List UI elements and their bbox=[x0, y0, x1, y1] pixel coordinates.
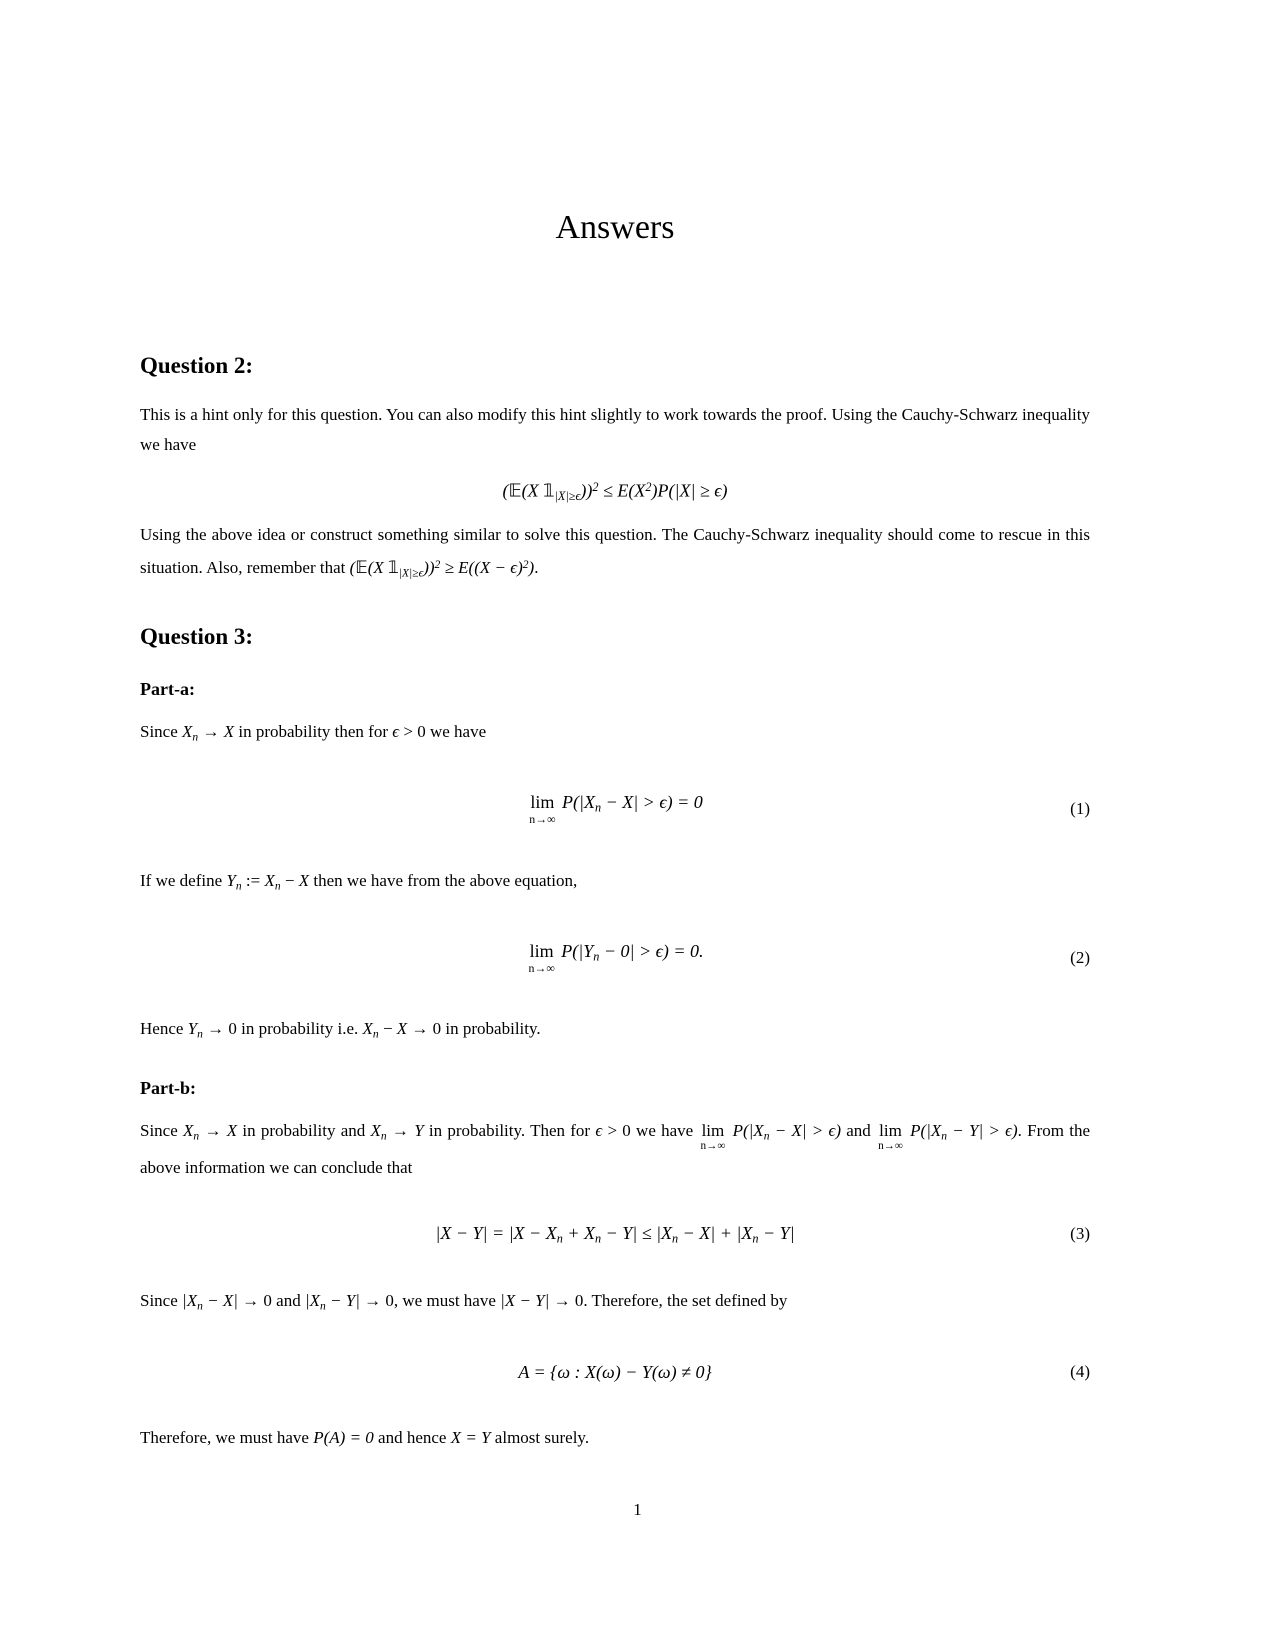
document-title: Answers bbox=[555, 209, 675, 246]
part-b-paragraph-2: Since $|X_n - X| \to 0$ and $|X_n - Y| \to 0$, we must have |X − Y| → 0. Therefore, the set defined by bbox=[140, 1291, 788, 1313]
question-2-paragraph-1: This is a hint only for this question. You can also modify this hint slightly to work towards the proof. Using the Cauchy-Schwarz inequality we have bbox=[140, 405, 1090, 454]
equation-4 bbox=[140, 1362, 1090, 1383]
part-a-paragraph-3: Hence $Y_n \to 0$ in probability i.e. $X_n - X \to 0$ in probability. bbox=[140, 1019, 541, 1041]
section-question-2 bbox=[140, 352, 1090, 589]
part-b-heading: Part-b: bbox=[140, 1077, 196, 1098]
part-a-intro: Since $X_n \to X$ in probability then for ϵ > 0 we have bbox=[140, 721, 487, 744]
question-3-heading: Question 3: bbox=[140, 623, 254, 649]
equation-2-body: lim n→∞ $P(|Y_n - 0| > \epsilon) = 0$. bbox=[528, 941, 704, 975]
page-number: 1 bbox=[633, 1500, 642, 1519]
equation-1-number: (1) bbox=[1070, 798, 1090, 818]
equation-1-body: lim n→∞ $P(|X_n - X| > \epsilon) = 0$ bbox=[529, 792, 703, 827]
equation-4-number: (4) bbox=[1070, 1362, 1090, 1382]
question-2-heading: Question 2: bbox=[140, 353, 254, 378]
equation-cauchy-schwarz-hint: (𝔼(X $𝟙_{|X|\ge\epsilon}))^2 \le E(X^2)P(|X| \ge \epsilon)$ bbox=[502, 480, 728, 504]
equation-2-number: (2) bbox=[1070, 947, 1090, 967]
equation-3-number: (3) bbox=[1070, 1224, 1090, 1244]
equation-3-body: $|X - Y| = |X - X_n + X_n - Y| \le |X_n - X| + |X_n - Y|$ bbox=[435, 1222, 795, 1246]
part-a-paragraph-2: If we define $Y_n$ := $X_n - X$ then we have from the above equation, bbox=[140, 870, 578, 893]
equation-4-body: A = {ω : X(ω) − Y(ω) ≠ 0} bbox=[518, 1361, 712, 1382]
equation-3 bbox=[140, 1223, 1090, 1247]
equation-2 bbox=[140, 941, 1090, 974]
part-a-heading: Part-a: bbox=[140, 678, 195, 699]
part-b-paragraph-3: Therefore, we must have P(A) = 0 and hence X = Y almost surely. bbox=[140, 1427, 590, 1447]
part-b-paragraph-1: Since $X_n \to X$ in probability and $X_n \to Y$ in probability. Then for ϵ > 0 we have lim n→∞ $P(|X_n - X| > \epsilon)$ and lim n→∞ $P(|X_n - Y| > \epsilon)$. From the above information we can conclude that bbox=[140, 1120, 1091, 1177]
question-2-paragraph-2: Using the above idea or construct something similar to solve this question. The Cauchy-Schwarz inequality should come to rescue in this situation. Also, remember that (𝔼(X $𝟙_{|X|\ge\epsilon}))^2 \ge E((X - \epsilon)^2)$. bbox=[140, 525, 1090, 580]
section-question-3 bbox=[140, 623, 1090, 1453]
equation-1 bbox=[140, 792, 1090, 825]
